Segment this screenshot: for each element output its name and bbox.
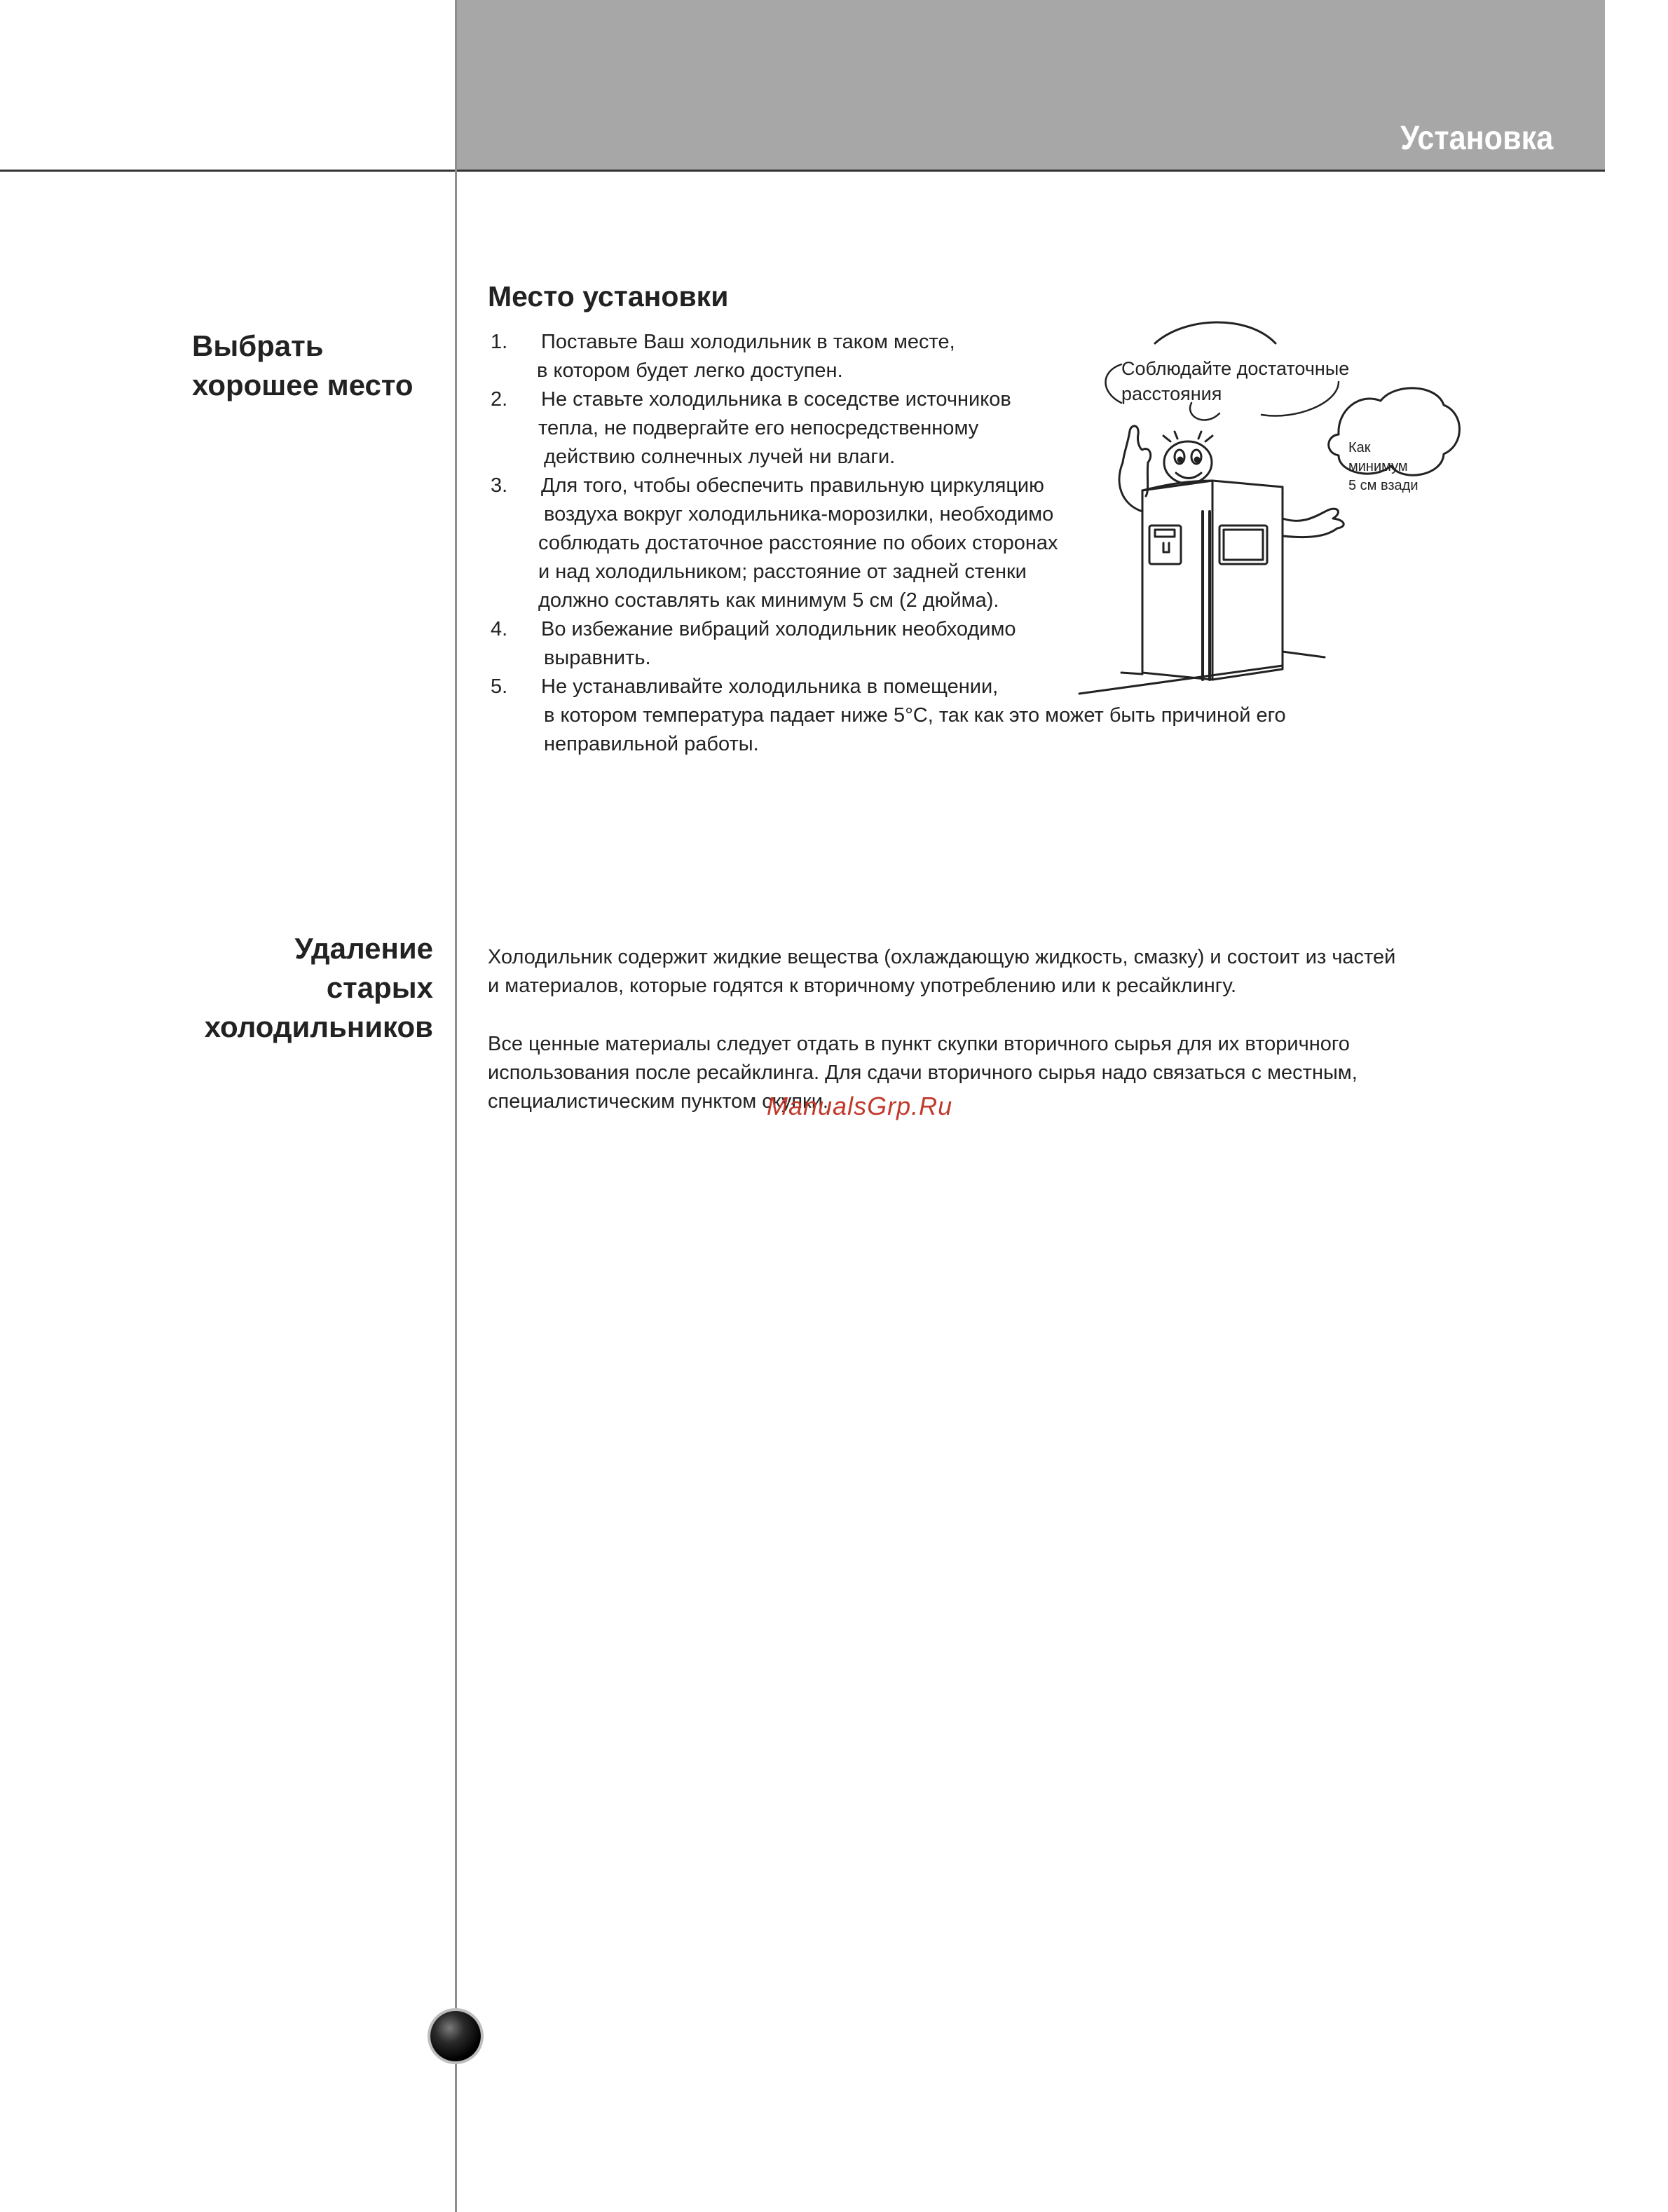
list-item-line: соблюдать достаточное расстояние по обоих сторонах [538,532,1058,554]
disposal-paragraph [488,1030,1469,1116]
list-item-line: в котором будет легко доступен. [537,359,843,382]
speech-bubble-text [1121,356,1349,406]
speech-bubble-line: 5 см взади [1348,478,1419,493]
sidebar-heading-line: Удаление старых [294,932,433,1004]
speech-bubble-line: расстояния [1121,383,1222,404]
page-bullet-icon [430,2011,481,2061]
speech-bubble-line: Соблюдайте достаточные [1121,358,1350,379]
list-item-number: 1. [491,331,508,353]
paragraph-line: Холодильник содержит жидкие вещества (охлаждающую жидкость, смазку) и состоит из частей [488,946,1396,968]
list-item-line: воздуха вокруг холодильника-морозилки, необходимо [544,503,1054,525]
margin-divider [455,0,457,2212]
list-item-number: 3. [491,474,508,497]
list-item-number: 5. [491,675,508,698]
sidebar-heading-disposal [184,929,433,1047]
disposal-paragraph [488,943,1469,1001]
sidebar-heading-line: хорошее место [192,369,413,401]
list-item-line: неправильной работы. [544,733,759,755]
paragraph-line: использования после ресайклинга. Для сдачи вторичного сырья надо связаться с местным, [488,1062,1358,1084]
speech-bubble-text [1348,439,1419,495]
list-item-line: тепла, не подвергайте его непосредственному [538,417,979,439]
paragraph-line: и материалов, которые годятся к вторичному употреблению или к ресайклингу. [488,975,1237,997]
paragraph-line: специалистическим пунктом скупки. [488,1090,828,1113]
header-band [456,0,1605,170]
speech-bubble-line: Как [1348,440,1371,455]
section-title: Место установки [488,280,729,312]
paragraph-line: Все ценные материалы следует отдать в пункт скупки вторичного сырья для их вторичного [488,1033,1350,1055]
header-divider [0,170,1605,172]
list-item-line: действию солнечных лучей ни влаги. [544,446,896,468]
fridge-arm-right [1283,509,1344,537]
speech-bubble-line: минимум [1348,459,1408,474]
list-item-line: Для того, чтобы обеспечить правильную циркуляцию [541,474,1044,497]
list-item-line: Не устанавливайте холодильника в помещении, [541,675,999,698]
sidebar-heading-line: холодильников [204,1010,433,1043]
fridge-arm-left [1119,426,1151,511]
list-item-line: Во избежание вибраций холодильник необходимо [541,618,1016,640]
header-title: Установка [1400,120,1553,157]
sidebar-heading-location [192,327,413,405]
list-item-line: в котором температура падает ниже 5°C, так как это может быть причиной его [544,704,1286,727]
list-item-line: выравнить. [544,647,651,669]
list-item-number: 2. [491,388,508,411]
list-item-line: должно составлять как минимум 5 см (2 дюйма). [538,589,999,612]
sidebar-heading-line: Выбрать [192,329,324,362]
list-item-number: 4. [491,618,508,640]
list-item-line: Поставьте Ваш холодильник в таком месте, [541,331,955,353]
watermark: ManualsGrp.Ru [767,1092,953,1120]
list-item-line: и над холодильником; расстояние от задней стенки [538,561,1027,583]
speech-bubble-top [1155,322,1276,343]
list-item-line: Не ставьте холодильника в соседстве источников [541,388,1011,411]
